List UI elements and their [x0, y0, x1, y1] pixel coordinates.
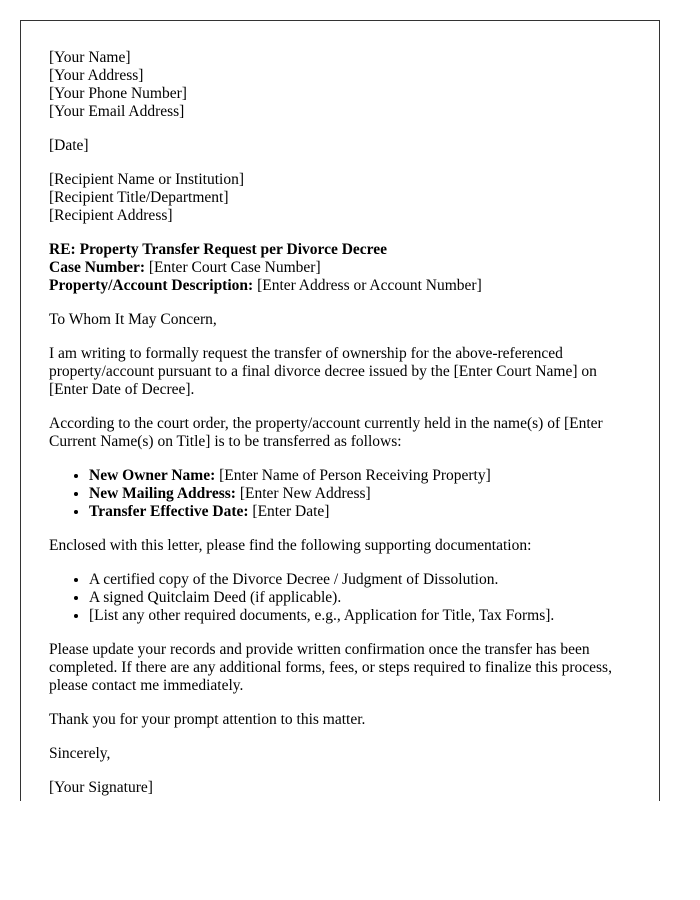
property-line	[49, 277, 631, 295]
recipient-block	[49, 171, 631, 225]
list-item	[89, 503, 631, 521]
detail-value: [Enter Date]	[248, 503, 330, 520]
list-item: • A signed Quitclaim Deed (if applicable).	[89, 589, 631, 607]
list-item: • [List any other required documents, e.g., Application for Title, Tax Forms].	[89, 607, 631, 625]
list-item: • A certified copy of the Divorce Decree / Judgment of Dissolution.	[89, 571, 631, 589]
case-number-value: [Enter Court Case Number]	[145, 259, 321, 276]
detail-label: Transfer Effective Date:	[89, 503, 249, 520]
property-label: Property/Account Description:	[49, 277, 254, 294]
letter-page	[20, 20, 660, 801]
detail-value: [Enter New Address]	[235, 485, 371, 502]
case-number-label: Case Number:	[49, 259, 145, 276]
closing: Sincerely,	[49, 745, 111, 762]
sender-phone: [Your Phone Number]	[49, 85, 187, 102]
sender-address: [Your Address]	[49, 67, 144, 84]
signature: [Your Signature]	[49, 779, 153, 796]
detail-label: New Mailing Address:	[89, 485, 236, 502]
list-item	[89, 467, 631, 485]
documents-list	[49, 571, 631, 625]
update-paragraph: Please update your records and provide written confirmation once the transfer has been completed. If there are any additional forms, fees, or steps required to finalize this process, please contact me immediately.	[49, 641, 612, 694]
letter-date: [Date]	[49, 137, 89, 154]
sender-block	[49, 49, 631, 121]
detail-value: [Enter Name of Person Receiving Property]	[215, 467, 491, 484]
recipient-address: [Recipient Address]	[49, 207, 173, 224]
transfer-details-list	[49, 467, 631, 521]
court-order-paragraph: According to the court order, the property/account currently held in the name(s) of [Enter Current Name(s) on Title] is to be transferred as follows:	[49, 415, 603, 450]
sender-name: [Your Name]	[49, 49, 131, 66]
enclosed-paragraph: Enclosed with this letter, please find the following supporting documentation:	[49, 537, 532, 554]
reference-block	[49, 241, 631, 295]
intro-paragraph: I am writing to formally request the transfer of ownership for the above-referenced property/account pursuant to a final divorce decree issued by the [Enter Court Name] on [Enter Date of Decree].	[49, 345, 597, 398]
subject-line: RE: Property Transfer Request per Divorce Decree	[49, 241, 388, 258]
recipient-title: [Recipient Title/Department]	[49, 189, 229, 206]
property-value: [Enter Address or Account Number]	[253, 277, 482, 294]
salutation: To Whom It May Concern,	[49, 311, 217, 328]
recipient-name: [Recipient Name or Institution]	[49, 171, 244, 188]
sender-email: [Your Email Address]	[49, 103, 185, 120]
detail-label: New Owner Name:	[89, 467, 216, 484]
case-number-line	[49, 259, 631, 277]
list-item	[89, 485, 631, 503]
thanks-paragraph: Thank you for your prompt attention to this matter.	[49, 711, 366, 728]
